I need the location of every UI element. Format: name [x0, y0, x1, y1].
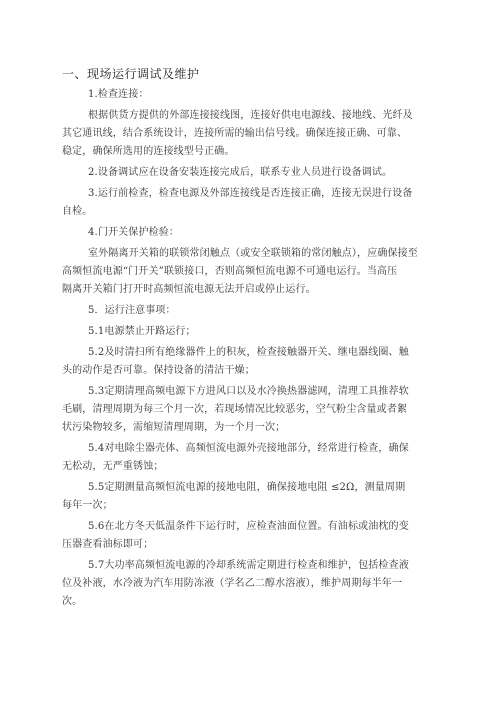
text-line: 压器查看油标即可； [62, 539, 154, 550]
paragraph-5-5 [62, 479, 418, 515]
text-line: 头的动作是否可靠。保持设备的清洁干燥； [62, 365, 255, 376]
text-line: 根据供货方提供的外部连接接线图，连接好供电电源线、接地线、光纤及 [88, 110, 413, 121]
text-line: 5.6在北方冬天低温条件下运行时，应检查油面位置。有油标或油枕的变 [88, 521, 409, 532]
section-heading: 一、现场运行调试及维护 [62, 67, 200, 81]
paragraph-pre-run-check [62, 185, 418, 221]
text-line: 位及补液，水冷液为汽车用防冻液（学名乙二醇水溶液），维护周期每半年一 [62, 578, 403, 589]
document-body [62, 86, 418, 614]
paragraph-5-7 [62, 557, 418, 611]
paragraph-door-switch-title [88, 224, 418, 242]
text-line: 5.5定期测量高频恒流电源的接地电阻，确保接地电阻 ≤2Ω，测量周期 [88, 482, 406, 493]
paragraph-5-1 [88, 323, 418, 341]
text-line: 隔离开关箱门打开时高频恒流电源无法开启或停止运行。 [62, 284, 316, 295]
text-line: 室外隔离开关箱的联锁常闭触点（或安全联锁箱的常闭触点），应确保接至 [88, 248, 418, 259]
text-line: 3.运行前检查，检查电源及外部连接线是否连接正确，连接无误进行设备 [88, 188, 413, 199]
paragraph-debugging [88, 164, 418, 182]
paragraph-5-2 [62, 344, 418, 380]
text-line: 高频恒流电源“门开关”联锁接口，否则高频恒流电源不可通电运行。当高压 [62, 266, 398, 277]
paragraph-door-switch-body [62, 245, 418, 299]
text-line: 1.检查连接： [88, 89, 149, 100]
text-line: 2.设备调试应在设备安装连接完成后，联系专业人员进行设备调试。 [88, 167, 393, 178]
paragraph-5-6 [62, 518, 418, 554]
text-line: 5.4对电除尘器壳体、高频恒流电源外壳接地部分，经常进行检查，确保 [88, 443, 409, 454]
paragraph-precautions-title [88, 302, 418, 320]
text-line: 稳定，确保所选用的连接线型号正确。 [62, 146, 235, 157]
paragraph-check-connection-body [62, 107, 418, 161]
paragraph-5-4 [62, 440, 418, 476]
text-line: 自检。 [62, 206, 93, 217]
text-line: 毛刷，清理周期为每三个月一次，若现场情况比较恶劣，空气粉尘含量或者絮 [62, 404, 408, 415]
text-line: 5.7大功率高频恒流电源的冷却系统需定期进行检查和维护，包括检查液 [88, 560, 409, 571]
paragraph-5-3 [62, 383, 418, 437]
text-line: 4.门开关保护检验： [88, 227, 180, 238]
text-line: 5.1电源禁止开路运行； [88, 326, 196, 337]
text-line: 5.2及时清扫所有绝缘器件上的积灰，检查接触器开关、继电器线圈、触 [88, 347, 409, 358]
text-line: 状污染物较多，需缩短清理周期，为一个月一次； [62, 422, 286, 433]
text-line: 无松动，无严重锈蚀； [62, 461, 164, 472]
paragraph-check-connection-title [88, 86, 418, 104]
text-line: 5．运行注意事项： [88, 305, 176, 316]
text-line: 每年一次； [62, 500, 113, 511]
text-line: 次。 [62, 596, 83, 607]
text-line: 5.3定期清理高频电源下方进风口以及水冷换热器滤网，清理工具推荐软 [88, 386, 409, 397]
text-line: 其它通讯线，结合系统设计，连接所需的输出信号线。确保连接正确、可靠、 [62, 128, 408, 139]
